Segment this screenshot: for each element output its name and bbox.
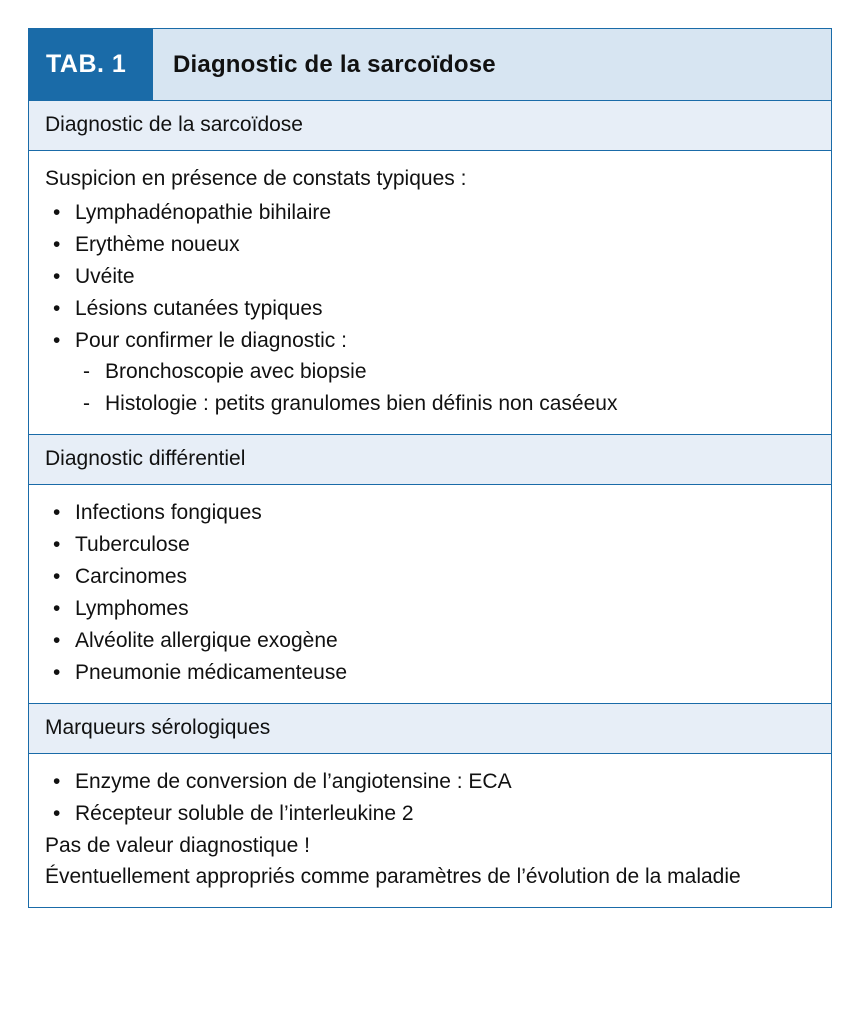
list-item [45, 325, 815, 357]
list-item-label: Carcinomes [75, 565, 188, 589]
section-body-diagnostic [29, 151, 831, 435]
bullet-icon: • [53, 264, 61, 288]
list-item-label: Récepteur soluble de l’interleukine 2 [75, 801, 414, 825]
dash-icon: - [83, 360, 90, 384]
list-item [75, 388, 815, 420]
bullet-list-diagnostic [45, 197, 815, 357]
list-item [45, 657, 815, 689]
list-item-label: Pour confirmer le diagnostic : [75, 328, 347, 352]
bullet-icon: • [53, 596, 61, 620]
bullet-icon: • [53, 501, 61, 525]
section-body-marqueurs [29, 754, 831, 908]
section-heading-marqueurs: Marqueurs sérologiques [29, 704, 831, 754]
list-item-label: Infections fongiques [75, 501, 262, 525]
section-intro-text: Suspicion en présence de constats typiques : [45, 167, 467, 190]
list-item-label: Enzyme de conversion de l’angiotensine : ECA [75, 769, 512, 793]
section-heading-differentiel: Diagnostic différentiel [29, 435, 831, 485]
list-item-label: Lésions cutanées typiques [75, 296, 323, 320]
bullet-icon: • [53, 296, 61, 320]
bullet-icon: • [53, 232, 61, 256]
bullet-icon: • [53, 328, 61, 352]
note-text-no-diagnostic-value: Pas de valeur diagnostique ! [45, 833, 311, 857]
list-item [45, 766, 815, 798]
bullet-icon: • [53, 533, 61, 557]
list-item [45, 625, 815, 657]
bullet-list-differentiel [45, 497, 815, 688]
list-item-label: Histologie : petits granulomes bien définis non caséeux [105, 392, 618, 416]
list-item-label: Alvéolite allergique exogène [75, 628, 338, 652]
list-item-label: Lymphadénopathie bihilaire [75, 200, 332, 224]
table-header [29, 29, 831, 101]
bullet-icon: • [53, 660, 61, 684]
sub-list-container [45, 356, 815, 420]
list-item-label: Uvéite [75, 264, 135, 288]
list-item [45, 497, 815, 529]
list-item [45, 561, 815, 593]
list-item-label: Bronchoscopie avec biopsie [105, 360, 367, 384]
bullet-icon: • [53, 200, 61, 224]
bullet-list-marqueurs [45, 766, 815, 830]
list-item [45, 293, 815, 325]
section-heading-diagnostic: Diagnostic de la sarcoïdose [29, 101, 831, 151]
table-number-badge: TAB. 1 [29, 29, 153, 100]
list-item [45, 261, 815, 293]
list-item [45, 529, 815, 561]
list-item-label: Lymphomes [75, 596, 189, 620]
bullet-icon: • [53, 565, 61, 589]
list-item-label: Tuberculose [75, 533, 190, 557]
table-title: Diagnostic de la sarcoïdose [173, 50, 496, 78]
bullet-icon: • [53, 801, 61, 825]
section-body-differentiel [29, 485, 831, 703]
bullet-icon: • [53, 628, 61, 652]
list-item [45, 593, 815, 625]
table-container [28, 28, 832, 908]
list-item-label: Pneumonie médicamenteuse [75, 660, 347, 684]
list-item-label: Erythème noueux [75, 232, 240, 256]
dash-icon: - [83, 392, 90, 416]
sub-bullet-list [75, 356, 815, 420]
note-text-disease-course: Éventuellement appropriés comme paramètres de l’évolution de la maladie [45, 865, 741, 889]
list-item [45, 798, 815, 830]
bullet-icon: • [53, 769, 61, 793]
list-item [45, 197, 815, 229]
list-item [75, 356, 815, 388]
list-item [45, 229, 815, 261]
